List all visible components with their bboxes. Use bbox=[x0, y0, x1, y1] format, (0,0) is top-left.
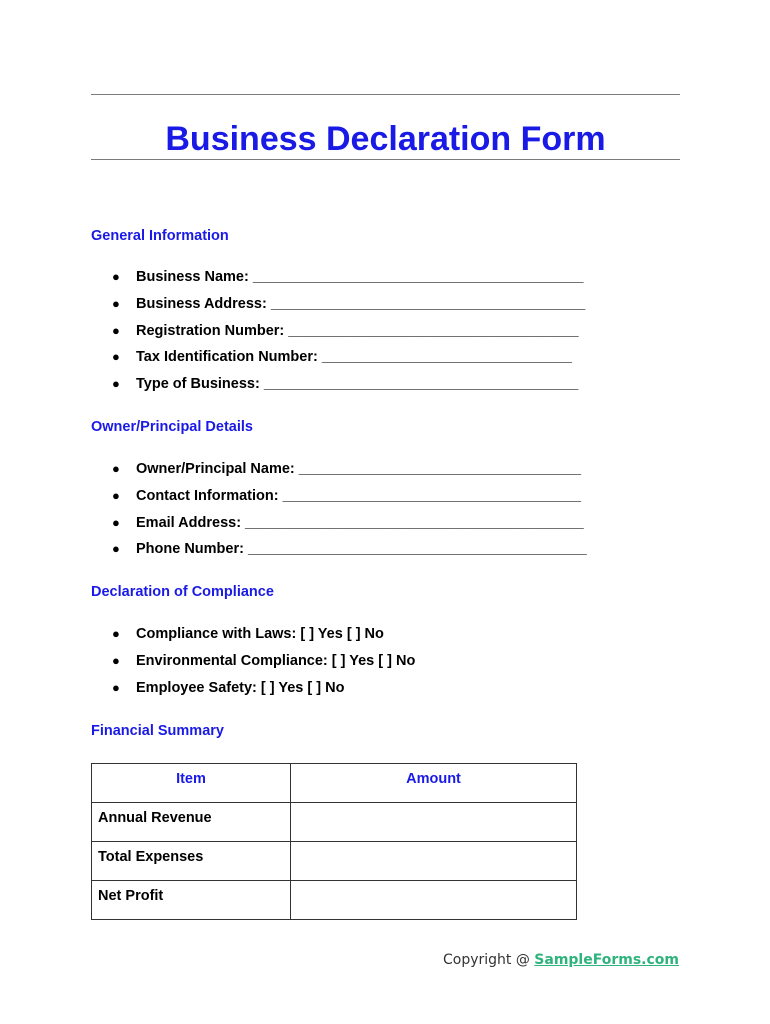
list-item: ● Environmental Compliance: [ ] Yes [ ] No bbox=[110, 648, 415, 675]
table-cell-item: Net Profit bbox=[92, 881, 291, 920]
bullet-icon: ● bbox=[112, 487, 120, 503]
bullet-icon: ● bbox=[112, 679, 120, 695]
page-title: Business Declaration Form bbox=[165, 120, 606, 158]
table-header-row bbox=[92, 764, 577, 803]
bullet-icon: ● bbox=[112, 349, 120, 365]
table-row bbox=[92, 803, 577, 842]
column-header-amount: Amount bbox=[291, 764, 577, 803]
table-cell-amount[interactable] bbox=[291, 881, 577, 920]
general-info-list bbox=[110, 264, 585, 398]
bullet-icon: ● bbox=[112, 269, 120, 284]
section-heading-general: General Information bbox=[91, 228, 229, 244]
section-heading-compliance: Declaration of Compliance bbox=[91, 584, 274, 600]
bullet-icon: ● bbox=[112, 652, 120, 668]
bullet-icon: ● bbox=[112, 514, 120, 530]
list-item: ● Owner/Principal Name: ___________________________________ bbox=[110, 456, 587, 483]
list-item: ● Email Address: __________________________________________ bbox=[110, 510, 587, 537]
bullet-icon: ● bbox=[112, 376, 120, 392]
top-rule bbox=[91, 94, 680, 95]
column-header-item: Item bbox=[92, 764, 291, 803]
table-cell-amount[interactable] bbox=[291, 842, 577, 881]
financial-summary-table bbox=[91, 763, 577, 920]
table-row bbox=[92, 881, 577, 920]
list-item: ● Registration Number: ____________________________________ bbox=[110, 318, 585, 345]
compliance-list bbox=[110, 621, 415, 701]
section-heading-financial: Financial Summary bbox=[91, 723, 224, 739]
list-item: ● Employee Safety: [ ] Yes [ ] No bbox=[110, 675, 415, 702]
list-item: ● Contact Information: _____________________________________ bbox=[110, 483, 587, 510]
table-cell-amount[interactable] bbox=[291, 803, 577, 842]
list-item: ● Phone Number: __________________________________________ bbox=[110, 536, 587, 563]
table-row bbox=[92, 842, 577, 881]
brand-link[interactable]: SampleForms.com bbox=[534, 952, 679, 968]
list-item: ● Type of Business: _______________________________________ bbox=[110, 371, 585, 398]
bullet-icon: ● bbox=[112, 626, 120, 641]
bullet-icon: ● bbox=[112, 322, 120, 338]
bullet-icon: ● bbox=[112, 541, 120, 557]
list-item: ● Business Name: _________________________________________ bbox=[110, 264, 585, 291]
copyright-prefix: Copyright @ bbox=[442, 952, 535, 968]
list-item: ● Compliance with Laws: [ ] Yes [ ] No bbox=[110, 621, 415, 648]
bullet-icon: ● bbox=[112, 295, 120, 311]
table-cell-item: Total Expenses bbox=[92, 842, 291, 881]
copyright-footer bbox=[443, 952, 679, 968]
table-cell-item: Annual Revenue bbox=[92, 803, 291, 842]
list-item: ● Business Address: _______________________________________ bbox=[110, 291, 585, 318]
owner-details-list bbox=[110, 456, 587, 563]
bullet-icon: ● bbox=[112, 461, 120, 476]
title-underline bbox=[91, 159, 680, 160]
list-item: ● Tax Identification Number: _______________________________ bbox=[110, 344, 585, 371]
section-heading-owner: Owner/Principal Details bbox=[91, 419, 253, 435]
